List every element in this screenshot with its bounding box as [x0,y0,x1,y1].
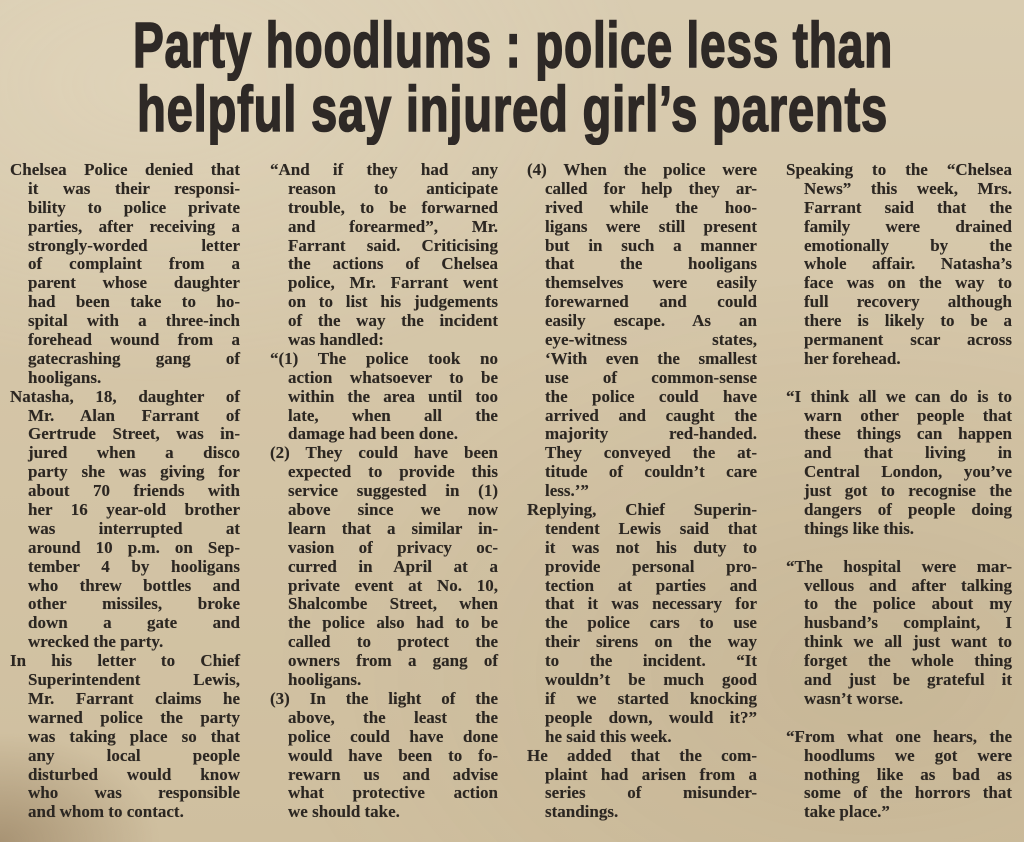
text-line: hooligans. [28,367,102,387]
text-line: easily escape. As an [545,311,758,331]
text-line: majority red-handed. [545,424,757,444]
paragraph [10,161,240,388]
text-line: jured when a disco [28,443,240,463]
paragraph [270,350,498,444]
paragraph [270,161,498,350]
text-line: called for help they ar- [545,178,757,198]
text-line: forewarned and could [545,292,757,312]
text-line: full recovery although [804,292,1012,312]
text-line: “The hospital were mar- [786,556,1012,576]
text-line: Chelsea Police denied that [10,160,240,179]
text-line: police, Mr. Farrant went [288,273,498,293]
paragraph [786,161,1012,369]
article-column-3 [527,161,757,822]
text-line: called to protect the [288,632,498,652]
text-line: tember 4 by hooligans [28,556,240,576]
paragraph [10,388,240,652]
text-line: emotionally by the [804,235,1013,255]
paragraph [270,444,498,690]
text-line: rived while the hoo- [545,197,757,217]
text-line: the police cars to use [545,613,757,633]
text-line: themselves were easily [545,273,757,293]
text-line: was taking place so that [28,726,241,746]
paragraph [527,161,757,501]
text-line: who threw bottles and [28,575,240,595]
text-line: their sirens on the way [545,632,757,652]
text-line: Replying, Chief Superin- [527,500,757,520]
text-line: (3) In the light of the [270,688,498,708]
paragraph [786,558,1012,709]
text-line: wouldn’t be much good [545,670,757,690]
text-line: her 16 year-old brother [28,500,240,520]
text-line: standings. [545,802,619,822]
text-line: permanent scar across [804,330,1012,350]
text-line: any local people [28,745,240,765]
text-line: on to list his judgements [288,292,499,312]
headline-row-2 [137,73,888,145]
text-line: Natasha, 18, daughter of [10,386,240,406]
text-line: about 70 friends with [28,481,241,501]
text-line: was interrupted at [28,518,240,538]
text-line: Farrant said. Criticising [288,235,498,255]
text-line: what protective action [288,783,498,803]
text-line: that the hooligans [545,254,757,274]
paragraph [10,652,240,822]
text-line: that it was necessary for [545,594,757,614]
text-line: Farrant said that the [804,197,1013,217]
text-line: there is likely to be a [804,311,1012,331]
text-line: above, the least the [288,707,498,727]
text-line: They conveyed the at- [545,443,758,463]
text-line: gatecrashing gang of [28,348,240,368]
text-line: trouble, to be forwarned [288,197,498,217]
paragraph [527,501,757,747]
text-line: just got to recognise the [804,481,1012,501]
text-line: and that living in [804,443,1012,463]
text-line: tendent Lewis said that [545,518,757,538]
text-line: police could have done [288,726,499,746]
text-line: he said this week. [545,726,672,746]
text-line: In his letter to Chief [10,651,240,671]
text-line: family were drained [804,216,1012,236]
text-line: her forehead. [804,348,901,368]
text-line: late, when all the [288,405,498,425]
text-line: learn that a similar in- [288,518,498,538]
text-line: service suggested in (1) [288,481,498,501]
text-line: some of the horrors that [804,783,1013,803]
text-line: whole affair. Natasha’s [804,254,1012,274]
text-line: things like this. [804,518,915,538]
text-line: to the police about my [804,594,1012,614]
text-line: Gertrude Street, was in- [28,424,241,444]
text-line: the police also had to be [288,613,499,633]
text-line: down a gate and [28,613,241,633]
text-line: ligans were still present [545,216,757,236]
text-line: to the incident. “It [545,651,758,671]
text-line: tection at parties and [545,575,757,595]
article-column-1 [10,161,240,822]
paragraph [527,747,757,823]
text-line: wasn’t worse. [804,688,904,708]
headline-row-1 [133,9,894,81]
text-line: Mr. Farrant claims he [28,688,240,708]
text-line: within the area until too [288,386,498,406]
text-line: forehead wound from a [28,330,241,350]
text-line: damage had been done. [288,424,459,444]
headline: Party hoodlums : police less than [133,9,894,81]
text-line: bility to police private [28,197,241,217]
text-line: party she was giving for [28,462,240,482]
text-line: less.’” [545,481,589,501]
text-line: and whom to contact. [28,802,184,822]
text-line: think we all just want to [804,632,1013,652]
text-line: “I think all we can do is to [786,386,1012,406]
text-line: He added that the com- [527,745,757,765]
text-line: who was responsible [28,783,240,803]
text-line: but in such a manner [545,235,757,255]
text-line: husband’s complaint, I [804,613,1013,633]
text-line: nothing like as bad as [804,764,1012,784]
text-line: hoodlums we got were [804,745,1013,765]
text-line: vasion of privacy oc- [288,537,498,557]
text-line: News” this week, Mrs. [804,178,1012,198]
text-line: people down, would it?” [545,707,758,727]
text-line: spital with a three-inch [28,311,240,331]
paragraph [270,690,498,822]
text-line: Superintendent Lewis, [28,670,240,690]
text-line: disturbed would know [28,764,240,784]
text-line: plaint had arisen from a [545,764,758,784]
text-line: private event at No. 10, [288,575,498,595]
text-line: we should take. [288,802,400,822]
text-line: around 10 p.m. on Sep- [28,537,240,557]
text-line: Central London, you’ve [804,462,1013,482]
text-line: provide personal pro- [545,556,758,576]
text-line: the actions of Chelsea [288,254,499,274]
headline: helpful say injured girl’s parents [137,73,888,145]
text-line: eye-witness states, [545,330,757,350]
text-line: of complaint from a [28,254,241,274]
text-line: and forearmed”, Mr. [288,216,498,236]
text-line: action whatsoever to be [288,367,499,387]
text-line: (2) They could have been [270,443,498,463]
text-line: Mr. Alan Farrant of [28,405,240,425]
text-line: warn other people that [804,405,1012,425]
text-line: titude of couldn’t care [545,462,757,482]
text-line: parties, after receiving a [28,216,240,236]
text-line: the police could have [545,386,758,406]
text-line: strongly-worded letter [28,235,241,255]
text-line: curred in April at a [288,556,498,576]
text-line: “(1) The police took no [270,348,498,368]
text-line: vellous and after talking [804,575,1013,595]
text-line: ‘With even the smallest [545,348,758,368]
text-line: rewarn us and advise [288,764,498,784]
text-line: was handled: [288,330,384,350]
text-line: Speaking to the “Chelsea [786,160,1012,179]
text-line: it was not his duty to [545,537,758,557]
text-line: it was their responsi- [28,178,240,198]
text-line: series of misunder- [545,783,757,803]
text-line: these things can happen [804,424,1012,444]
text-line: expected to provide this [288,462,498,482]
text-line: would have been to fo- [288,745,498,765]
text-line: “And if they had any [270,160,498,179]
text-line: wrecked the party. [28,632,164,652]
text-line: of the way the incident [288,311,499,331]
text-line: owners from a gang of [288,651,498,671]
text-line: reason to anticipate [288,178,498,198]
text-line: face was on the way to [804,273,1012,293]
text-line: if we started knocking [545,688,757,708]
text-line: forget the whole thing [804,651,1012,671]
article-column-4 [786,161,1012,822]
paragraph [786,728,1012,822]
text-line: above since we now [288,500,498,520]
text-line: hooligans. [288,670,362,690]
text-line: Shalcombe Street, when [288,594,498,614]
text-line: (4) When the police were [527,160,758,179]
text-line: and just be grateful it [804,670,1012,690]
article-column-2 [270,161,498,822]
text-line: warned police the party [28,707,241,727]
text-line: use of common-sense [545,367,757,387]
text-line: dangers of people doing [804,500,1012,520]
text-line: had been take to ho- [28,292,240,312]
text-line: arrived and caught the [545,405,758,425]
text-line: “From what one hears, the [786,726,1012,746]
text-line: parent whose daughter [28,273,240,293]
text-line: other missiles, broke [28,594,240,614]
paragraph [786,388,1012,539]
text-line: take place.” [804,802,890,822]
